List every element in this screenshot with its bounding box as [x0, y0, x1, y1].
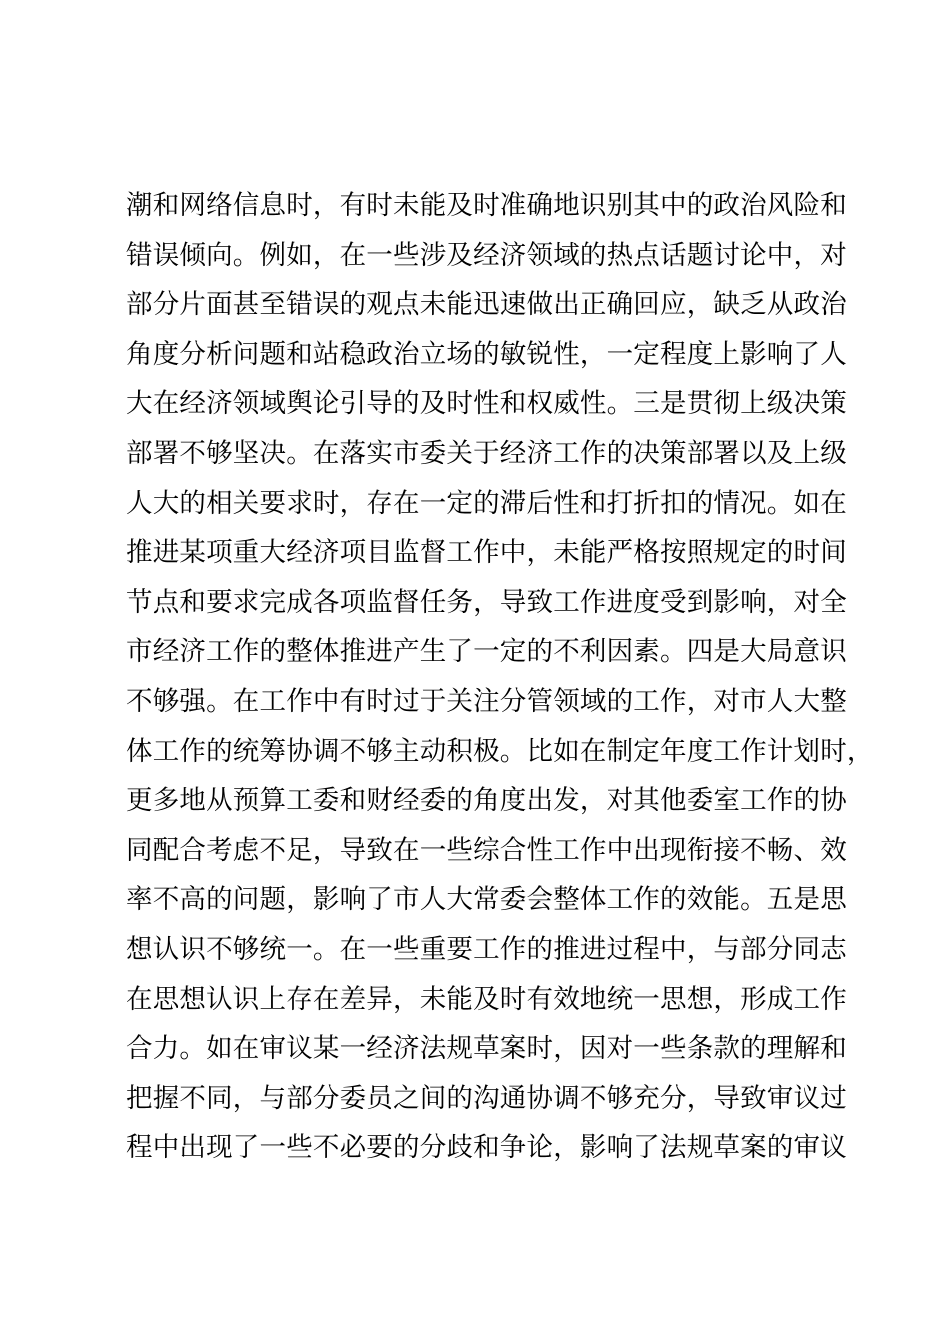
- text-line-7: 人大的相关要求时，存在一定的滞后性和打折扣的情况。如在: [126, 487, 847, 519]
- text-line-19: 把握不同，与部分委员之间的沟通协调不够充分，导致审议过: [126, 1082, 847, 1114]
- text-line-9: 节点和要求完成各项监督任务，导致工作进度受到影响，对全: [126, 586, 847, 618]
- text-line-10: 市经济工作的整体推进产生了一定的不利因素。四是大局意识: [126, 636, 847, 668]
- text-line-14: 同配合考虑不足，导致在一些综合性工作中出现衔接不畅、效: [126, 834, 847, 866]
- text-line-16: 想认识不够统一。在一些重要工作的推进过程中，与部分同志: [126, 933, 847, 965]
- text-line-15: 率不高的问题，影响了市人大常委会整体工作的效能。五是思: [126, 884, 847, 916]
- text-line-17: 在思想认识上存在差异，未能及时有效地统一思想，形成工作: [126, 983, 847, 1015]
- text-line-1: 潮和网络信息时，有时未能及时准确地识别其中的政治风险和: [126, 190, 847, 221]
- text-line-2: 错误倾向。例如，在一些涉及经济领域的热点话题讨论中，对: [126, 239, 847, 271]
- text-line-5: 大在经济领域舆论引导的及时性和权威性。三是贯彻上级决策: [126, 388, 847, 420]
- text-line-18: 合力。如在审议某一经济法规草案时，因对一些条款的理解和: [126, 1033, 847, 1065]
- text-line-4: 角度分析问题和站稳政治立场的敏锐性，一定程度上影响了人: [126, 338, 847, 370]
- text-line-20: 程中出现了一些不必要的分歧和争论，影响了法规草案的审议: [126, 1132, 847, 1164]
- text-line-13: 更多地从预算工委和财经委的角度出发，对其他委室工作的协: [126, 785, 847, 817]
- text-line-3: 部分片面甚至错误的观点未能迅速做出正确回应，缺乏从政治: [126, 289, 847, 321]
- text-line-8: 推进某项重大经济项目监督工作中，未能严格按照规定的时间: [126, 537, 847, 569]
- body-paragraph: [126, 181, 874, 1173]
- text-line-6: 部署不够坚决。在落实市委关于经济工作的决策部署以及上级: [126, 437, 847, 469]
- text-line-12: 体工作的统筹协调不够主动积极。比如在制定年度工作计划时，: [126, 735, 874, 767]
- text-line-11: 不够强。在工作中有时过于关注分管领域的工作，对市人大整: [126, 685, 847, 717]
